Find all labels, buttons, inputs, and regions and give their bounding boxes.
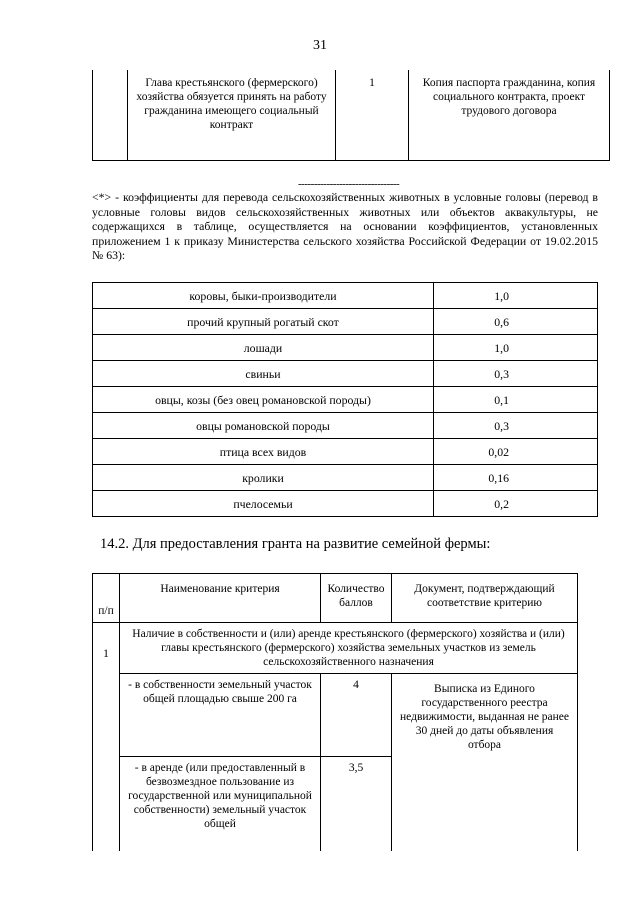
sub-criterion-ownership: - в собственности земельный участок общей площадью свыше 200 га [120, 674, 321, 757]
criteria-table-fragment [92, 70, 610, 161]
animal-type-cell: свиньи [93, 361, 434, 387]
coefficient-value-cell: 0,3 [434, 361, 598, 387]
coefficient-value-cell: 0,16 [434, 465, 598, 491]
coefficient-value-cell: 0,2 [434, 491, 598, 517]
table-row [93, 674, 578, 757]
header-criterion: Наименование критерия [120, 574, 321, 623]
header-num: п/п [93, 574, 120, 623]
table-row [93, 623, 578, 674]
table-header-row [93, 574, 578, 623]
coefficient-row [93, 387, 598, 413]
coefficient-row [93, 335, 598, 361]
coefficients-table-body [93, 283, 598, 517]
table-row [93, 70, 610, 161]
animal-type-cell: коровы, быки-производители [93, 283, 434, 309]
coefficient-row [93, 361, 598, 387]
coefficient-row [93, 465, 598, 491]
coefficient-value-cell: 0,3 [434, 413, 598, 439]
table-cell-document: Копия паспорта гражданина, копия социального контракта, проект трудового договора [409, 70, 610, 161]
footnote-separator: -------------------------------- [298, 178, 400, 190]
coefficient-row [93, 439, 598, 465]
animal-type-cell: пчелосемьи [93, 491, 434, 517]
table-cell-points: 1 [336, 70, 409, 161]
animal-type-cell: овцы романовской породы [93, 413, 434, 439]
animal-type-cell: птица всех видов [93, 439, 434, 465]
criterion-title: Наличие в собственности и (или) аренде крестьянского (фермерского) хозяйства и (или) главы крестьянского (фермерского) хозяйства земельных участков из земель сельскохозяйственного назначения [120, 623, 578, 674]
header-document: Документ, подтверждающий соответствие критерию [392, 574, 578, 623]
coefficient-value-cell: 0,6 [434, 309, 598, 335]
confirming-document: Выписка из Единого государственного реестра недвижимости, выданная не ранее 30 дней до даты объявления отбора [392, 674, 578, 852]
animal-type-cell: кролики [93, 465, 434, 491]
coefficient-value-cell: 0,02 [434, 439, 598, 465]
coefficient-value-cell: 1,0 [434, 335, 598, 361]
row-number: 1 [93, 623, 120, 852]
table-cell-num [93, 70, 128, 161]
table-cell-criterion: Глава крестьянского (фермерского) хозяйства обязуется принять на работу гражданина имеющего социальный контракт [128, 70, 336, 161]
page-number: 31 [313, 38, 327, 53]
animal-type-cell: лошади [93, 335, 434, 361]
family-farm-criteria-table [92, 573, 578, 851]
sub-criterion-lease: - в аренде (или предоставленный в безвозмездное пользование из государственной или муниципальной собственности) земельный участок общей [120, 757, 321, 852]
footnote-text: <*> - коэффициенты для перевода сельскохозяйственных животных в условные головы (перевод в условные головы видов сельскохозяйственных животных или объектов аквакультуры, не содержащихся в таблице, осуществляется на основании коэффициентов, установленных приложением 1 к приказу Министерства сельского хозяйства Российской Федерации от 19.02.2015 № 63): [92, 190, 598, 263]
coefficient-value-cell: 0,1 [434, 387, 598, 413]
coefficient-row [93, 309, 598, 335]
section-title: 14.2. Для предоставления гранта на развитие семейной фермы: [100, 536, 491, 552]
coefficient-row [93, 283, 598, 309]
animal-type-cell: овцы, козы (без овец романовской породы) [93, 387, 434, 413]
coefficient-row [93, 491, 598, 517]
coefficient-row [93, 413, 598, 439]
coefficients-table [92, 282, 598, 517]
animal-type-cell: прочий крупный рогатый скот [93, 309, 434, 335]
sub-criterion-ownership-points: 4 [321, 674, 392, 757]
sub-criterion-lease-points: 3,5 [321, 757, 392, 852]
coefficient-value-cell: 1,0 [434, 283, 598, 309]
header-points: Количество баллов [321, 574, 392, 623]
